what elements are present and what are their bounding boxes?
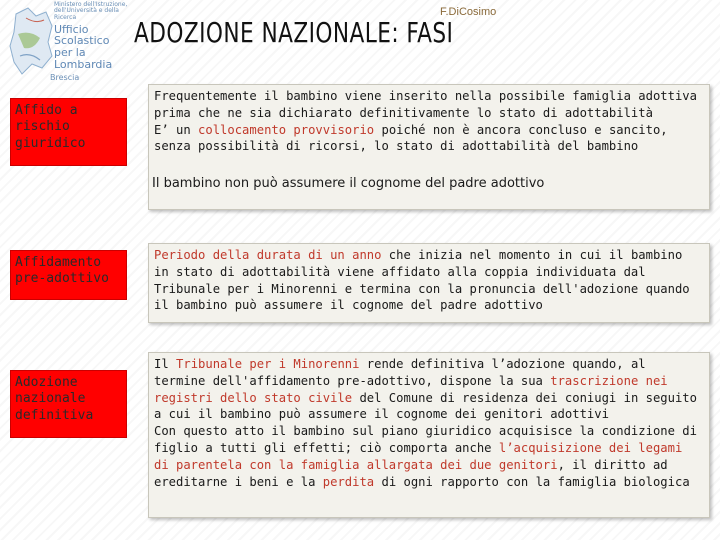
paragraph-text: rende definitiva l’adozione quando, al termine dell'affidamento pre-adottivo, dispone la sua [154,357,646,388]
phase-box-adozione-definitiva [148,352,710,518]
paragraph-text: Con questo atto il bambino sul piano giuridico acquisisce la condizione di figlio a tutti gli effetti; ciò comporta anche [154,424,697,456]
phase-paragraph [154,423,704,490]
paragraph-text: di ogni rapporto con la famiglia biologica [374,474,690,489]
paragraph-text: Il [154,357,177,371]
logo-title-line: Lombardia [54,57,113,71]
highlighted-text: l’acquisizione dei legami di parentela con la famiglia allargata dei due genitori [154,441,683,472]
paragraph-text: , il diritto ad ereditarne i beni e la [154,457,668,489]
phase-label-line: Affido a [15,103,78,118]
paragraph-text: E’ un [154,122,199,137]
author-name: F.DiCosimo [440,6,497,18]
phase-label-line: Adozione [15,375,78,390]
phase-box-affido-rischio [148,84,710,210]
phase-label-affidamento-preadottivo [10,250,127,300]
highlighted-text: Periodo della durata di un anno [154,248,382,262]
highlighted-text: perdita [322,474,375,489]
phase-label-line: rischio [15,119,70,135]
ufficio-scolastico-logo [6,0,128,86]
paragraph-text: che inizia nel momento in cui il bambino in stato di adottabilità viene affidato alla coppia individuata dal Tribunale per i Minorenni e termina con la pronuncia dell'adozione quando il bambino può assumere il cognome del padre adottivo [154,248,690,313]
logo-city: Brescia [50,73,80,82]
phase-label-adozione-definitiva [10,370,127,438]
logo-ministry-line: dell'Università e della Ricerca [54,7,119,21]
highlighted-text: collocamento provvisorio [198,122,375,137]
phase-label-line: nazionale [15,391,86,407]
highlighted-text: trascrizione nei registri dello stato civile [154,373,668,405]
phase-paragraph [154,88,704,122]
slide-title: ADOZIONE NAZIONALE: FASI [134,16,454,49]
phase-paragraph [154,122,704,156]
logo-title-line: Ufficio [54,22,89,36]
logo-title-line: per la [54,45,86,59]
phase-label-line: Affidamento [15,255,102,270]
paragraph-text: poiché non è ancora concluso e sancito, senza possibilità di ricorsi, lo stato di adottabilità del bambino [154,122,668,154]
lombardia-map-icon [6,4,56,84]
logo-title-line: Scolastico [54,34,110,48]
phase-label-affido-rischio [10,98,127,166]
phase-label-line: giuridico [15,135,86,151]
phase-label-line: pre-adottivo [15,271,109,287]
phase-box-affidamento-preadottivo [148,243,710,323]
phase-paragraph [154,356,704,423]
phase-paragraph [154,247,704,314]
paragraph-text: del Comune di residenza dei coniugi in seguito a cui il bambino può assumere il cognome dei genitori adottivi [154,390,697,422]
highlighted-text: Tribunale per i Minorenni [176,357,360,371]
logo-ministry-line: Ministero dell'Istruzione, [54,1,128,8]
phase-note: Il bambino non può assumere il cognome del padre adottivo [152,176,545,191]
phase-label-line: definitiva [15,407,94,423]
paragraph-text: Frequentemente il bambino viene inserito nella possibile famiglia adottiva prima che ne sia dichiarato definitivamente lo stato di adottabilità [154,89,697,120]
